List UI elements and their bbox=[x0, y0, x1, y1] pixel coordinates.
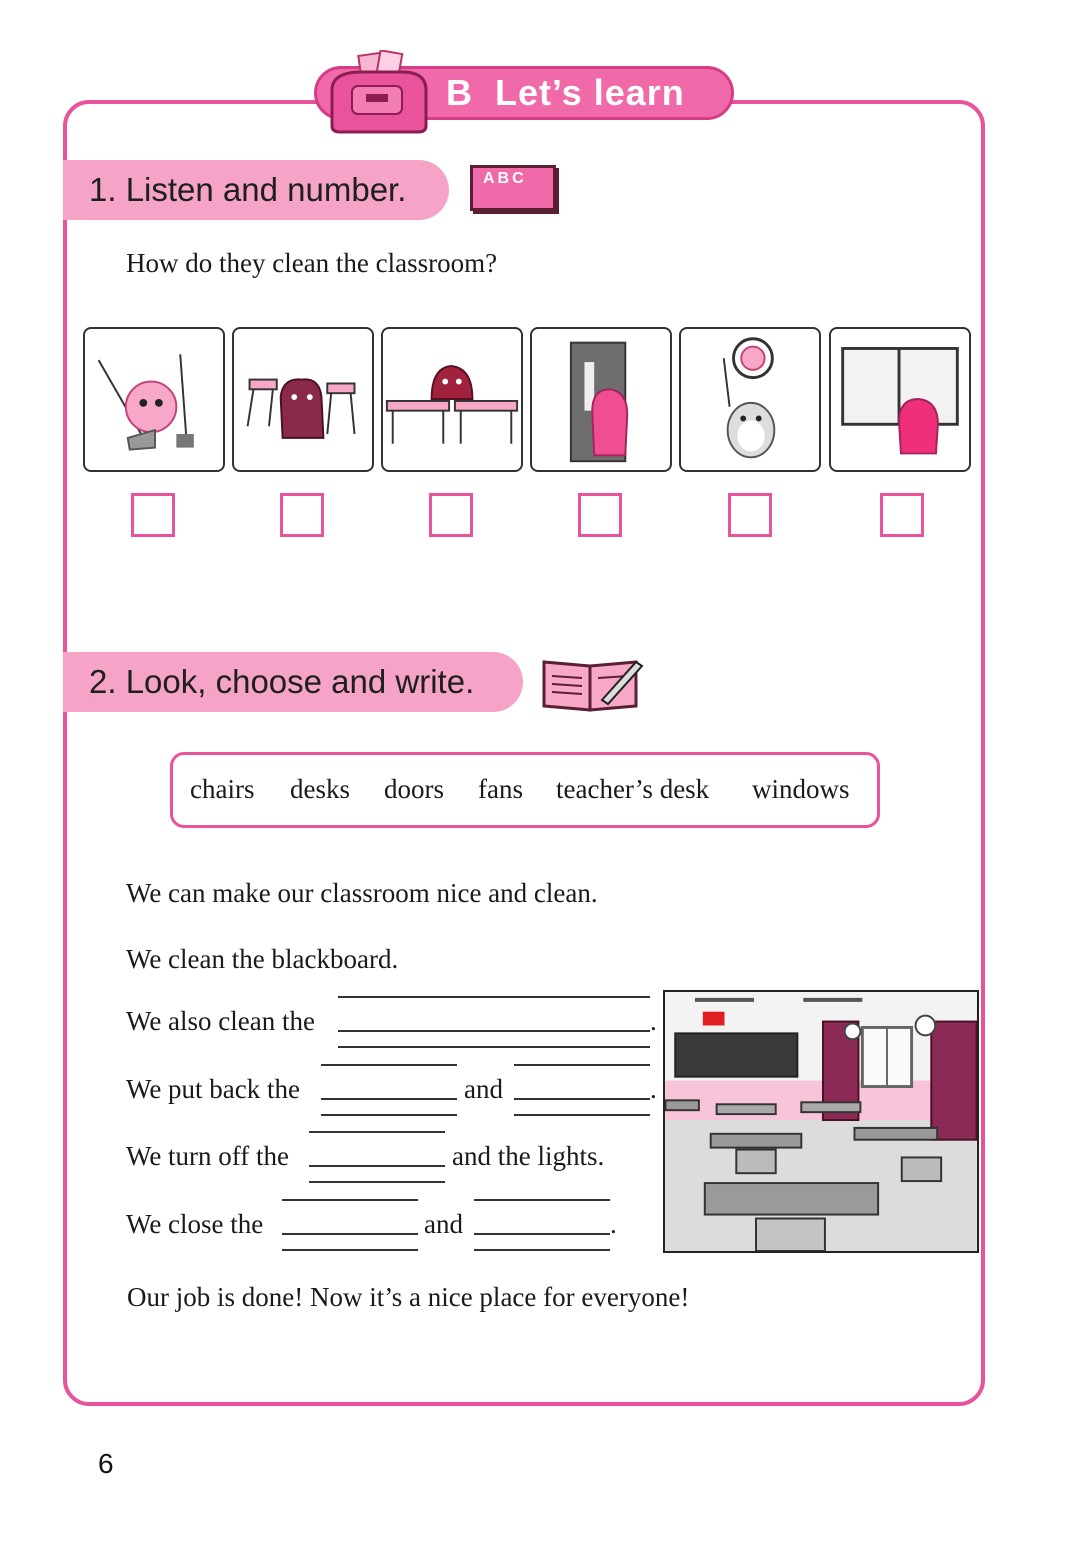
answer-blank-2[interactable] bbox=[321, 1098, 457, 1100]
writing-guide bbox=[309, 1181, 445, 1183]
picture-close-door bbox=[530, 327, 672, 472]
writing-guide bbox=[282, 1199, 418, 1201]
picture-close-window bbox=[829, 327, 971, 472]
section1-heading: 1. Listen and number. bbox=[63, 160, 449, 220]
closing-sentence: Our job is done! Now it’s a nice place for everyone! bbox=[127, 1282, 690, 1312]
answer-blank-5[interactable] bbox=[282, 1233, 418, 1235]
writing-guide bbox=[309, 1131, 445, 1133]
schoolbag-icon bbox=[322, 50, 432, 134]
word-bank-item: fans bbox=[478, 774, 523, 804]
section1-question: How do they clean the classroom? bbox=[126, 248, 498, 278]
number-box-3[interactable] bbox=[429, 493, 473, 537]
answer-blank-1[interactable] bbox=[338, 1030, 650, 1032]
picture-clean-desks bbox=[381, 327, 523, 472]
writing-guide bbox=[282, 1249, 418, 1251]
fill-line-1-prefix: We also clean the bbox=[126, 1006, 315, 1036]
answer-blank-6[interactable] bbox=[474, 1233, 610, 1235]
fill-line-3-suffix: and the lights. bbox=[452, 1141, 605, 1171]
abc-badge: ABC bbox=[470, 165, 556, 211]
fill-line-2-suffix: . bbox=[650, 1074, 657, 1104]
fill-line-1-suffix: . bbox=[650, 1006, 657, 1036]
picture-sweep-floor bbox=[83, 327, 225, 472]
writing-guide bbox=[338, 996, 650, 998]
number-box-4[interactable] bbox=[578, 493, 622, 537]
number-box-6[interactable] bbox=[880, 493, 924, 537]
classroom-picture bbox=[663, 990, 979, 1253]
writing-guide bbox=[514, 1114, 650, 1116]
word-bank-item: doors bbox=[384, 774, 444, 804]
writing-guide bbox=[474, 1249, 610, 1251]
fill-line-4-prefix: We close the bbox=[126, 1209, 264, 1239]
number-box-2[interactable] bbox=[280, 493, 324, 537]
writing-guide bbox=[321, 1064, 457, 1066]
word-bank-item: desks bbox=[290, 774, 350, 804]
fill-line-2-and: and bbox=[464, 1074, 503, 1104]
number-box-5[interactable] bbox=[728, 493, 772, 537]
intro-sentence: We can make our classroom nice and clean. bbox=[126, 878, 598, 908]
book-pencil-icon bbox=[540, 656, 644, 712]
picture-turn-off-fan bbox=[679, 327, 821, 472]
banner-title: B Let’s learn bbox=[446, 72, 685, 113]
fill-line-2-prefix: We put back the bbox=[126, 1074, 301, 1104]
answer-blank-4[interactable] bbox=[309, 1165, 445, 1167]
blackboard-sentence: We clean the blackboard. bbox=[126, 944, 399, 974]
word-bank-item: chairs bbox=[190, 774, 255, 804]
answer-blank-3[interactable] bbox=[514, 1098, 650, 1100]
fill-line-4-and: and bbox=[424, 1209, 463, 1239]
writing-guide bbox=[321, 1114, 457, 1116]
word-bank-item: teacher’s desk bbox=[556, 774, 710, 804]
picture-put-back-chairs bbox=[232, 327, 374, 472]
fill-line-3-prefix: We turn off the bbox=[126, 1141, 290, 1171]
fill-line-4-suffix: . bbox=[610, 1209, 617, 1239]
writing-guide bbox=[514, 1064, 650, 1066]
word-bank-item: windows bbox=[752, 774, 850, 804]
number-box-1[interactable] bbox=[131, 493, 175, 537]
section2-heading: 2. Look, choose and write. bbox=[63, 652, 523, 712]
writing-guide bbox=[474, 1199, 610, 1201]
writing-guide bbox=[338, 1046, 650, 1048]
page-number: 6 bbox=[98, 1448, 114, 1479]
